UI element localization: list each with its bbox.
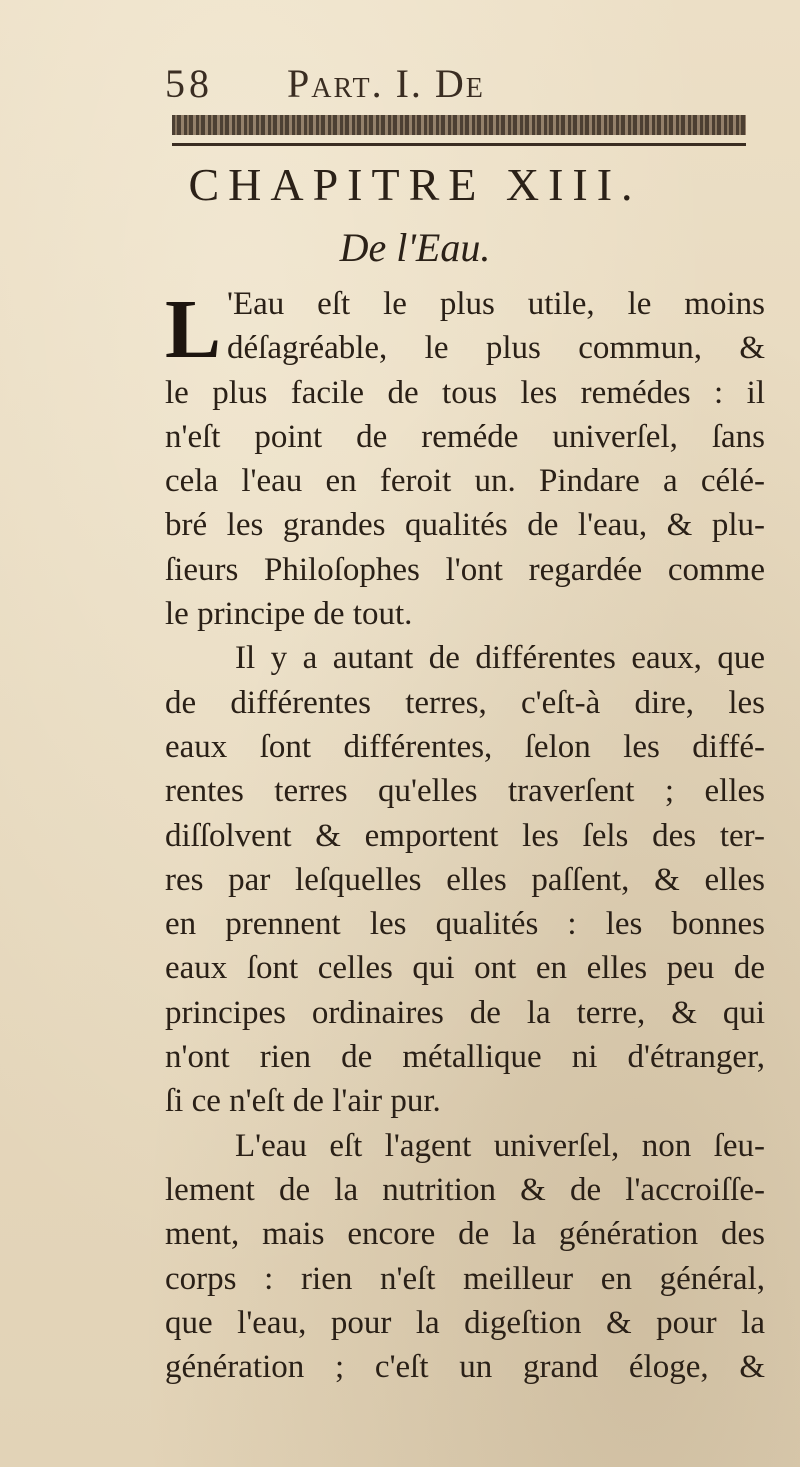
text-line: lement de la nutrition & de l'accroiſſe-	[165, 1171, 765, 1208]
text-line: que l'eau, pour la digeſtion & pour la	[165, 1304, 765, 1341]
text-line: bré les grandes qualités de l'eau, & plu-	[165, 507, 765, 544]
text-line: eaux ſont différentes, ſelon les diffé-	[165, 728, 765, 765]
chapter-subtitle: De l'Eau.	[339, 225, 491, 270]
text-line: diſſolvent & emportent les ſels des ter-	[165, 817, 765, 854]
running-header	[165, 60, 485, 107]
text-line: rentes terres qu'elles traverſent ; elles	[165, 773, 765, 810]
header-rule	[172, 143, 746, 146]
text-line: res par leſquelles elles paſſent, & elles	[165, 861, 765, 898]
text-line: le principe de tout.	[165, 596, 413, 633]
text-line: corps : rien n'eſt meilleur en général,	[165, 1260, 765, 1297]
text-line: de différentes terres, c'eſt-à dire, les	[165, 684, 765, 721]
drop-cap: L	[165, 283, 222, 376]
text-line: génération ; c'eſt un grand éloge, &	[165, 1349, 765, 1386]
text-line: ſi ce n'eſt de l'air pur.	[165, 1083, 441, 1120]
text-line: L'eau eſt l'agent univerſel, non ſeu-	[235, 1127, 765, 1164]
text-line: n'eſt point de reméde univerſel, ſans	[165, 418, 765, 455]
text-line: eaux ſont celles qui ont en elles peu de	[165, 950, 765, 987]
body-text	[165, 282, 765, 1389]
header-ornament-band	[172, 115, 746, 135]
chapter-title: CHAPITRE XIII.	[188, 159, 642, 210]
page-number: 58	[165, 61, 213, 106]
text-line: déſagréable, le plus commun, &	[227, 330, 765, 367]
text-line: ſieurs Philoſophes l'ont regardée comme	[165, 551, 765, 588]
text-line: cela l'eau en feroit un. Pindare a célé-	[165, 463, 765, 500]
text-line: en prennent les qualités : les bonnes	[165, 906, 765, 943]
text-line: le plus facile de tous les remédes : il	[165, 374, 765, 411]
running-title: Part. I. De	[287, 61, 485, 106]
text-line: 'Eau eſt le plus utile, le moins	[227, 286, 765, 322]
text-line: principes ordinaires de la terre, & qui	[165, 994, 765, 1031]
text-line: Il y a autant de différentes eaux, que	[235, 640, 765, 677]
text-line: ment, mais encore de la génération des	[165, 1216, 765, 1253]
text-line: n'ont rien de métallique ni d'étranger,	[165, 1039, 765, 1076]
